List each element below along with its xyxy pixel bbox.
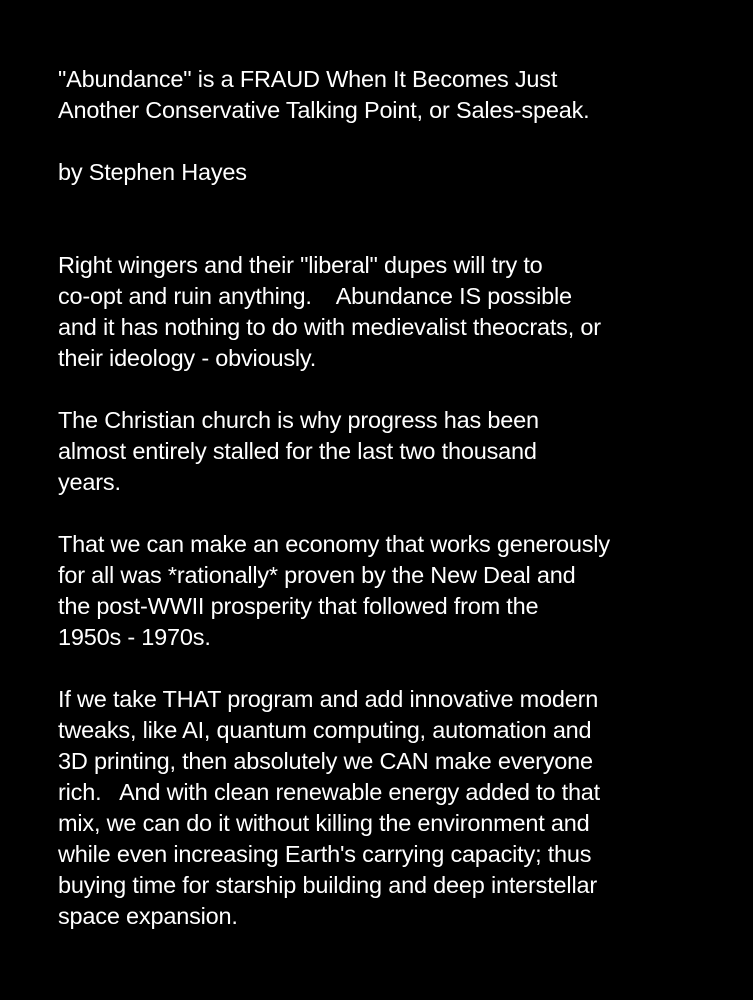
paragraph-3 [58, 529, 738, 653]
byline [58, 157, 738, 188]
paragraph-line: rich. And with clean renewable energy added to that [58, 779, 601, 805]
paragraph-line: buying time for starship building and deep interstellar [58, 872, 597, 898]
paragraph-line: tweaks, like AI, quantum computing, automation and [58, 717, 592, 743]
title-line: "Abundance" is a FRAUD When It Becomes Just [58, 66, 558, 92]
paragraph-2 [58, 405, 738, 498]
paragraph-line: for all was *rationally* proven by the New Deal and [58, 562, 576, 588]
paragraph-line: space expansion. [58, 903, 238, 929]
paragraph-line: while even increasing Earth's carrying capacity; thus [58, 841, 592, 867]
paragraph-line: almost entirely stalled for the last two thousand [58, 438, 537, 464]
paragraph-line: years. [58, 469, 121, 495]
document-page [58, 64, 738, 932]
paragraph-line: co-opt and ruin anything. Abundance IS possible [58, 283, 572, 309]
paragraph-line: If we take THAT program and add innovative modern [58, 686, 599, 712]
paragraph-1 [58, 250, 738, 374]
author-name: by Stephen Hayes [58, 159, 247, 185]
paragraph-line: the post-WWII prosperity that followed from the [58, 593, 539, 619]
paragraph-line: 3D printing, then absolutely we CAN make everyone [58, 748, 593, 774]
paragraph-4 [58, 684, 738, 932]
paragraph-line: their ideology - obviously. [58, 345, 317, 371]
paragraph-line: The Christian church is why progress has been [58, 407, 539, 433]
title-line: Another Conservative Talking Point, or Sales-speak. [58, 97, 590, 123]
paragraph-line: That we can make an economy that works generously [58, 531, 610, 557]
paragraph-line: 1950s - 1970s. [58, 624, 211, 650]
document-title [58, 64, 738, 126]
paragraph-line: and it has nothing to do with medievalist theocrats, or [58, 314, 601, 340]
paragraph-line: Right wingers and their "liberal" dupes will try to [58, 252, 543, 278]
paragraph-line: mix, we can do it without killing the environment and [58, 810, 590, 836]
